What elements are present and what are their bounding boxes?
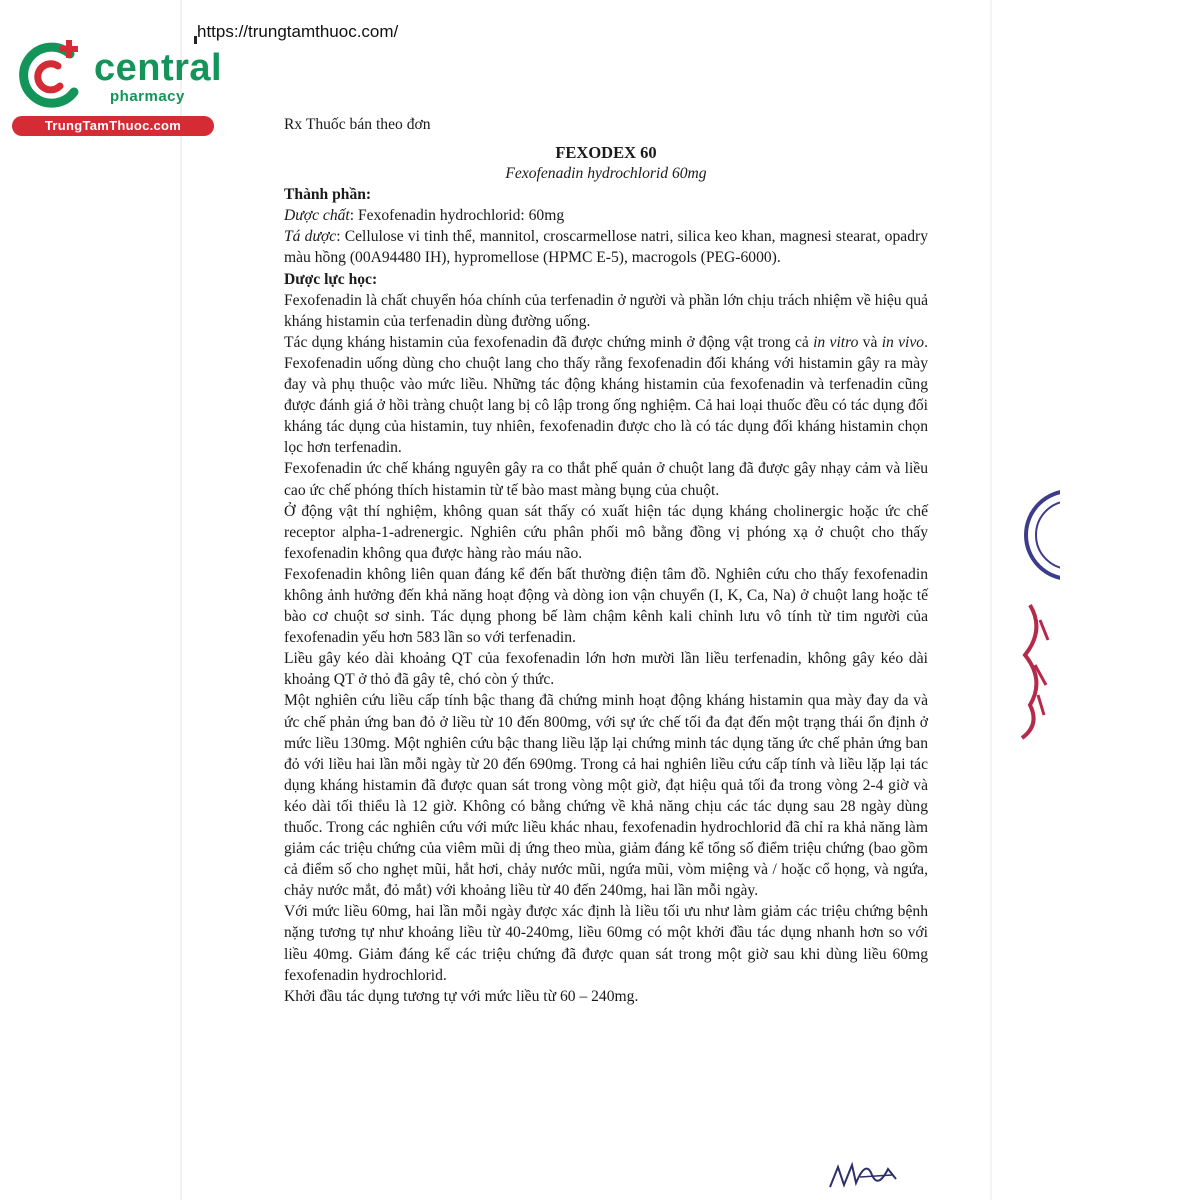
- central-pharmacy-logo[interactable]: [8, 36, 223, 138]
- signature-icon: [826, 1155, 906, 1195]
- paragraph-2: [284, 332, 928, 459]
- active-text: : Fexofenadin hydrochlorid: 60mg: [349, 207, 565, 225]
- product-title: FEXODEX 60: [555, 143, 657, 163]
- rx-label: Rx Thuốc bán theo đơn: [284, 116, 431, 133]
- paragraph-2-part-c: và: [858, 333, 882, 351]
- active-label: Dược chất: [284, 207, 350, 225]
- composition-heading: Thành phần:: [284, 186, 372, 204]
- scan-edge-left: [180, 0, 182, 1200]
- logo-subtitle: pharmacy: [110, 88, 185, 105]
- active-ingredient-line: [284, 205, 928, 226]
- product-subtitle: Fexofenadin hydrochlorid 60mg: [505, 165, 707, 183]
- logo-name: central: [94, 47, 223, 89]
- scan-edge-right: [990, 0, 992, 1200]
- excipients-text: : Cellulose vi tinh thể, mannitol, croscarmellose natri, silica keo khan, magnesi stearat, opadry màu hồng (00A94480 IH), hypromellose (HPMC E-5), macrogols (PEG-6000).: [284, 228, 928, 267]
- in-vivo-term: in vivo: [881, 333, 925, 351]
- logo-emblem-icon: [8, 36, 94, 116]
- source-url[interactable]: https://trungtamthuoc.com/: [197, 22, 399, 41]
- leaflet-page: [284, 114, 928, 1007]
- paragraph-7: Một nghiên cứu liều cấp tính bậc thang đã chứng minh hoạt động kháng histamin qua mày đay da và ức chế phản ứng ban đỏ ở liều từ 10 đến 800mg, với sự ức chế tối đa đạt đến một trạng thái ổn định ở mức liều 130mg. Một nghiên cứu bậc thang liều lặp lại chứng minh tác dụng tăng ức chế phản ứng ban đỏ với liều hai lần mỗi ngày từ 20 đến 690mg. Trong cả hai nghiên liều cứu cấp tính và liều lặp lại tác dụng kháng histamin đã được quan sát trong vòng một giờ, đạt hiệu quả tối đa trong vòng 2-4 giờ và kéo dài tối thiểu là 12 giờ. Không có bằng chứng về khả năng chịu các tác dụng sau 28 ngày dùng thuốc. Trong các nghiên cứu với mức liều khác nhau, fexofenadin hydrochlorid đã chỉ ra khả năng làm giảm các triệu chứng của viêm mũi dị ứng theo mùa, giảm đáng kể tổng số điểm triệu chứng (bao gồm cả điểm số cho nghẹt mũi, hắt hơi, chảy nước mũi, ngứa mũi, vòm miệng và / hoặc cổ họng, và ngứa, chảy nước mắt, đỏ mắt) với khoảng liều từ 40 đến 240mg, hai lần mỗi ngày.: [284, 692, 928, 900]
- paragraph-9: Khởi đầu tác dụng tương tự với mức liều từ 60 – 240mg.: [284, 987, 639, 1005]
- paragraph-5: Fexofenadin không liên quan đáng kể đến bất thường điện tâm đồ. Nghiên cứu cho thấy fexofenadin không ảnh hưởng đến khả năng hoạt động và dòng ion vận chuyển (I, K, Ca, Na) ở chuột lang hoặc tế bào cơ chuột sơ sinh. Tác dụng phong bế làm chậm kênh kali chỉnh lưu vô tính từ tim người của fexofenadin yếu hơn 583 lần so với terfenadin.: [284, 565, 928, 647]
- stamp-fragment-icon: [1000, 490, 1060, 750]
- in-vitro-term: in vitro: [813, 333, 859, 351]
- excipients-label: Tá dược: [284, 228, 337, 246]
- paragraph-1: Fexofenadin là chất chuyển hóa chính của terfenadin ở người và phần lớn chịu trách nhiệm về hiệu quả kháng histamin của terfenadin dùng đường uống.: [284, 291, 928, 330]
- paragraph-4: Ở động vật thí nghiệm, không quan sát thấy có xuất hiện tác dụng kháng cholinergic hoặc ức chế receptor alpha-1-adrenergic. Nghiên cứu phân phối mô bằng đồng vị phóng xạ ở chuột cho thấy fexofenadin không qua được hàng rào máu não.: [284, 502, 928, 562]
- excipients-line: [284, 226, 928, 268]
- paragraph-8: Với mức liều 60mg, hai lần mỗi ngày được xác định là liều tối ưu như làm giảm các triệu chứng bệnh nặng tương tự như khoảng liều từ 40-240mg, liều 60mg có một khởi đầu tác dụng nhanh hơn so với liều 40mg. Giảm đáng kể các triệu chứng đã được quan sát trong một giờ sau khi dùng liều 60mg fexofenadin hydrochlorid.: [284, 903, 928, 984]
- paragraph-3: Fexofenadin ức chế kháng nguyên gây ra co thắt phế quản ở chuột lang đã được gây nhạy cảm và liều cao ức chế phóng thích histamin từ tế bào mast màng bụng của chuột.: [284, 460, 928, 499]
- paragraph-2-part-e: . Fexofenadin uống dùng cho chuột lang cho thấy rằng fexofenadin đối kháng với histamin gây ra mày đay và phụ thuộc vào mức liều. Những tác động kháng histamin của fexofenadin và terfenadin cũng được đánh giá ở hồi tràng chuột lang bị cô lập trong ống nghiệm. Cả hai loại thuốc đều có tác dụng đối kháng tác dụng của histamin, tuy nhiên, fexofenadin được cho là có tác dụng đối kháng histamin chọn lọc hơn terfenadin.: [284, 333, 929, 457]
- pharmacodynamics-heading: Dược lực học:: [284, 270, 378, 288]
- paragraph-2-part-a: Tác dụng kháng histamin của fexofenadin đã được chứng minh ở động vật trong cả: [284, 333, 814, 351]
- paragraph-6: Liều gây kéo dài khoảng QT của fexofenadin lớn hơn mười lần liều terfenadin, không gây kéo dài khoảng QT ở thỏ đã gây tê, chó còn ý thức.: [284, 650, 928, 689]
- logo-site-bar: TrungTamThuoc.com: [12, 116, 214, 136]
